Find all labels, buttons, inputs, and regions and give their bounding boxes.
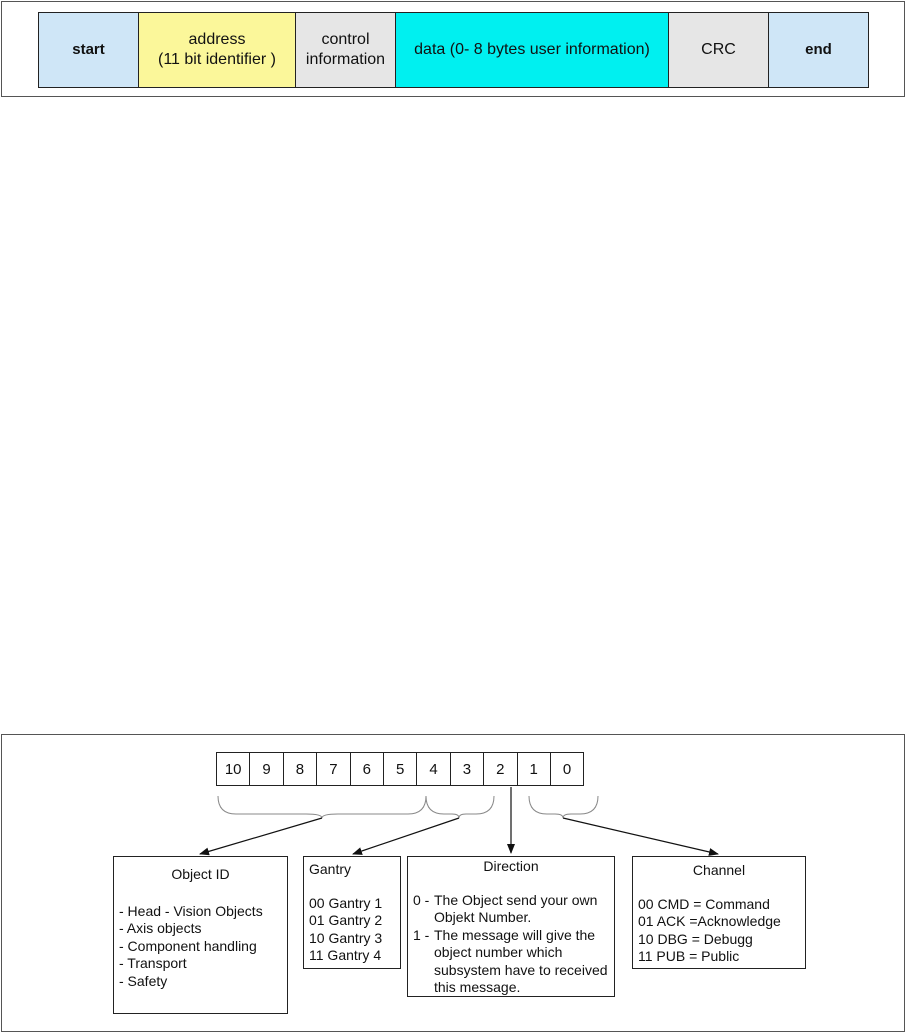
- direction-text: The Object send your own Objekt Number.: [434, 891, 598, 925]
- list-item: 11 Gantry 4: [309, 947, 382, 963]
- list-item: 11 PUB = Public: [638, 948, 740, 964]
- list-item: - Head - Vision Objects: [119, 902, 263, 919]
- arrow-object-id: [200, 818, 322, 854]
- bit-cell: 1: [517, 752, 551, 786]
- bit-cell: 6: [350, 752, 384, 786]
- direction-code: 1 -: [413, 926, 430, 943]
- bit-cell: 3: [450, 752, 484, 786]
- frame-field-control-label: control information: [305, 31, 386, 68]
- bit-cell: 0: [550, 752, 584, 786]
- arrow-channel: [563, 818, 718, 854]
- channel-list: [633, 896, 805, 966]
- direction-item: [408, 927, 614, 997]
- direction-code: 0 -: [413, 891, 430, 908]
- object-id-title: Object ID: [171, 866, 230, 882]
- list-item: 01 ACK =Acknowledge: [638, 913, 781, 929]
- list-item: 10 Gantry 3: [309, 929, 383, 946]
- channel-box: [632, 856, 806, 969]
- direction-item: [408, 892, 614, 927]
- brace-object-id: [218, 796, 426, 818]
- direction-title: Direction: [483, 858, 539, 874]
- channel-title: Channel: [692, 862, 746, 878]
- arrow-gantry: [353, 818, 459, 854]
- gantry-box: [303, 856, 401, 969]
- frame-field-crc-label: CRC: [701, 41, 736, 58]
- list-item: 10 DBG = Debugg: [638, 930, 753, 947]
- frame-field-address-label: address (11 bit identifier ): [158, 31, 276, 68]
- list-item: 00 Gantry 1: [309, 894, 383, 911]
- list-item: - Transport: [119, 955, 187, 971]
- direction-box: [407, 856, 615, 997]
- brace-gantry: [426, 796, 494, 818]
- frame-field-start-label: start: [72, 41, 105, 58]
- direction-text: The message will give the object number which subsystem have to received this message.: [434, 926, 608, 995]
- gantry-title: Gantry: [309, 861, 352, 877]
- list-item: 01 Gantry 2: [309, 912, 383, 928]
- list-item: 00 CMD = Command: [638, 895, 770, 912]
- frame-field-data-label: data (0- 8 bytes user information): [414, 41, 650, 58]
- list-item: - Axis objects: [119, 920, 202, 936]
- brace-channel: [529, 796, 598, 818]
- list-item: - Component handling: [119, 937, 257, 954]
- object-id-list: [114, 903, 287, 991]
- bit-cell: 8: [283, 752, 317, 786]
- bit-cell: 4: [416, 752, 450, 786]
- frame-field-end-label: end: [805, 41, 832, 58]
- bit-cell: 7: [316, 752, 350, 786]
- list-item: - Safety: [119, 972, 168, 989]
- gantry-list: [304, 895, 400, 965]
- object-id-box: [113, 856, 288, 1014]
- bit-cell: 9: [249, 752, 283, 786]
- bit-cell: 2: [483, 752, 517, 786]
- bit-cell: 5: [383, 752, 417, 786]
- bit-cell: 10: [216, 752, 250, 786]
